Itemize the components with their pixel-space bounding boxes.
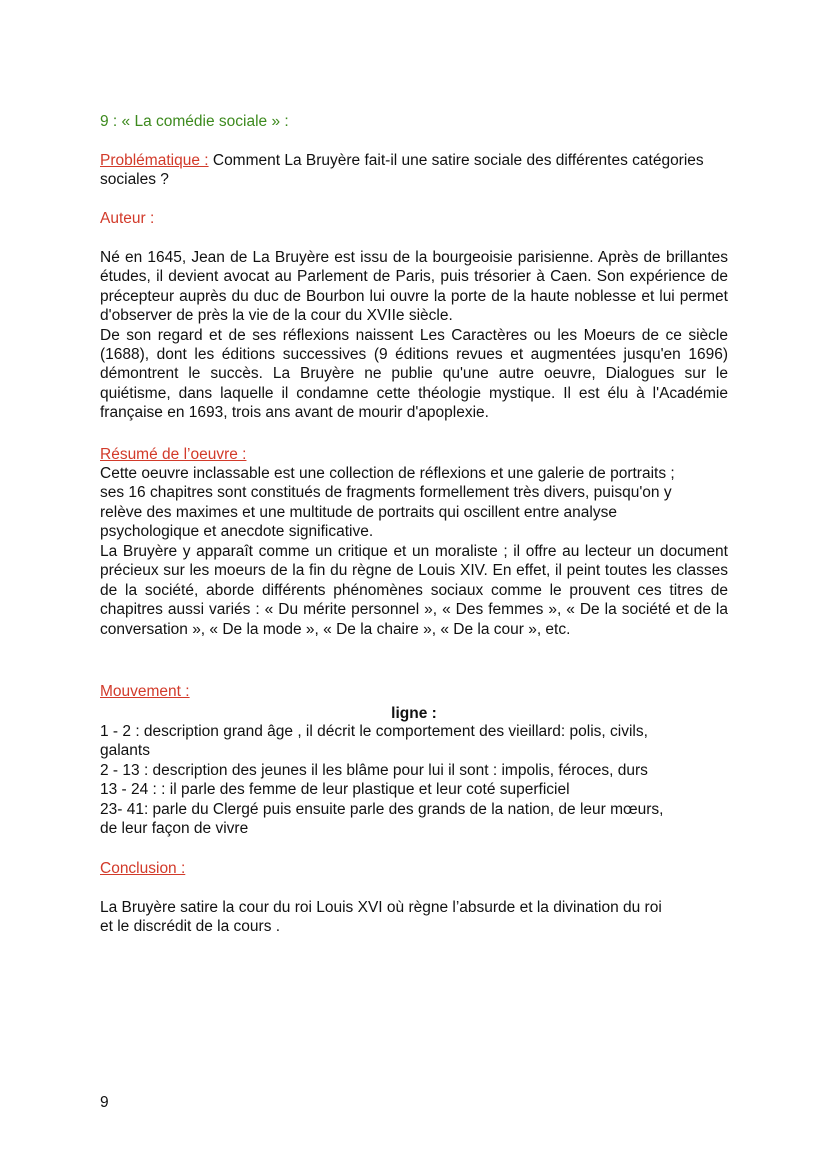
mouvement-line: galants: [100, 742, 150, 760]
mouvement-line: 2 - 13 : description des jeunes il les blâme pour lui il sont : impolis, féroces, durs: [100, 761, 648, 779]
mouvement-heading: Mouvement :: [100, 683, 190, 700]
conclusion-heading: Conclusion :: [100, 860, 186, 877]
resume-line: relève des maximes et une multitude de portraits qui oscillent entre analyse: [100, 503, 617, 521]
resume-heading: Résumé de l’oeuvre :: [100, 446, 247, 463]
problematique: [100, 151, 728, 190]
mouvement-line: 23- 41: parle du Clergé puis ensuite parle des grands de la nation, de leur mœurs,: [100, 800, 664, 818]
problematique-label: Problématique :: [100, 152, 209, 169]
auteur-body: [100, 248, 728, 423]
conclusion-line: et le discrédit de la cours .: [100, 918, 281, 936]
conclusion-line: La Bruyère satire la cour du roi Louis XVI où règne l’absurde et la divination du roi: [100, 899, 662, 916]
resume-line: ses 16 chapitres sont constitués de fragments formellement très divers, puisqu'on y: [100, 484, 672, 502]
mouvement-line: 1 - 2 : description grand âge , il décrit le comportement des vieillard: polis, civils,: [100, 723, 648, 740]
auteur-heading: Auteur :: [100, 210, 155, 227]
resume-body: [100, 464, 728, 542]
mouvement-line: de leur façon de vivre: [100, 820, 249, 838]
page-number: 9: [100, 1094, 109, 1111]
resume-paragraph: La Bruyère y apparaît comme un critique et un moraliste ; il offre au lecteur un document précieux sur les moeurs de la fin du règne de Louis XIV. En effet, il peint toutes les classes de la société, aborde différents phénomènes sociaux comme le prouvent ces titres de chapitres aussi variés : « Du mérite personnel », « Des femmes », « De la société et de la conversation », « De la mode », « De la chaire », « De la cour », etc.: [100, 543, 728, 638]
section-title: 9 : « La comédie sociale » :: [100, 113, 289, 130]
auteur-paragraph: Né en 1645, Jean de La Bruyère est issu de la bourgeoisie parisienne. Après de brillantes études, il devient avocat au Parlement de Paris, puis trésorier à Caen. Son expérience de précepteur auprès du duc de Bourbon lui ouvre la porte de la haute noblesse et lui permet d'observer de près la vie de la cour du XVIIe siècle.: [100, 249, 728, 325]
mouvement-body: [100, 722, 728, 838]
conclusion-body: [100, 898, 728, 937]
mouvement-line: 13 - 24 : : il parle des femme de leur plastique et leur coté superficiel: [100, 781, 570, 799]
auteur-paragraph: De son regard et de ses réflexions naissent Les Caractères ou les Moeurs de ce siècle (1688), dont les éditions successives (9 éditions revues et augmentées jusqu'en 1696) démontrent le succès. La Bruyère ne publie qu'une autre oeuvre, Dialogues sur le quiétisme, dans laquelle il condamne cette théologie mystique. Il est élu à l'Académie française en 1693, trois ans avant de mourir d'apoplexie.: [100, 326, 728, 422]
mouvement-subheading: ligne :: [391, 705, 437, 722]
problematique-text: Comment La Bruyère fait-il une satire sociale des différentes catégories sociales ?: [100, 152, 704, 189]
resume-line: psychologique et anecdote significative.: [100, 523, 374, 541]
resume-line: Cette oeuvre inclassable est une collection de réflexions et une galerie de portraits ;: [100, 465, 675, 482]
